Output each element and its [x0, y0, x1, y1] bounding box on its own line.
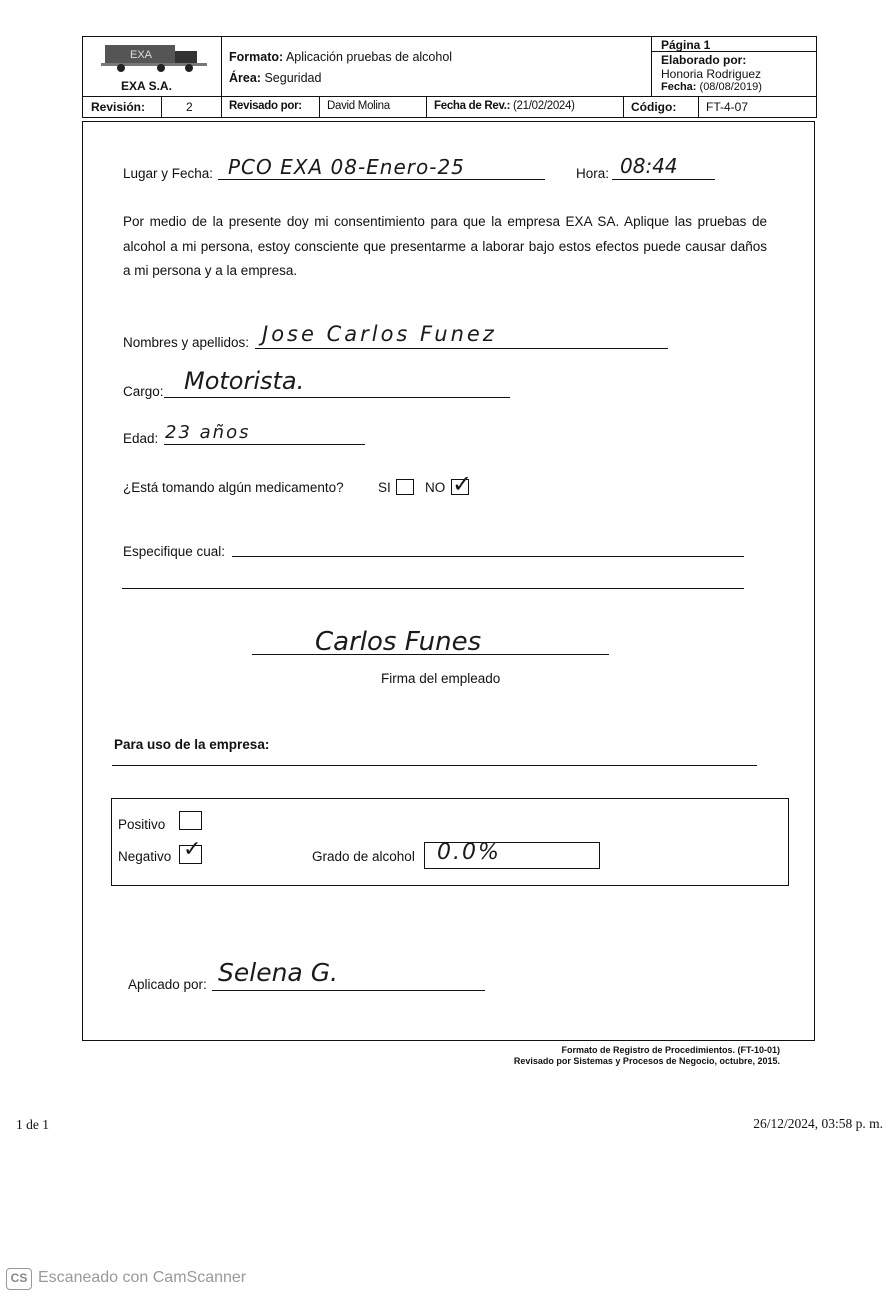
area-line	[229, 71, 321, 85]
page-number: Página 1	[661, 38, 711, 52]
especifique-underline-2[interactable]	[122, 588, 744, 589]
cargo-value[interactable]: Motorista.	[184, 367, 305, 395]
hora-underline	[612, 179, 715, 180]
fecha-label: Fecha:	[661, 81, 697, 93]
lugar-underline	[218, 179, 545, 180]
grado-value: 0.0%	[437, 840, 501, 865]
logo-text: EXA	[129, 49, 153, 61]
firma-label: Firma del empleado	[381, 671, 501, 686]
formato-line	[229, 50, 452, 64]
consent-text: Por medio de la presente doy mi consentimiento para que la empresa EXA SA. Aplique las pruebas de alcohol a mi persona, estoy consciente que presentarme a laborar bajo estos efectos puede causar daños a mi persona y a la empresa.	[123, 214, 767, 278]
no-label: NO	[425, 480, 446, 495]
cargo-label: Cargo:	[123, 384, 164, 399]
si-label: SI	[378, 480, 391, 495]
revision-value: 2	[186, 100, 193, 114]
cargo-underline	[164, 397, 510, 398]
aplicado-signature: Selena G.	[218, 958, 339, 987]
page-count: 1 de 1	[16, 1117, 49, 1132]
printed-date: 26/12/2024, 03:58 p. m.	[753, 1116, 883, 1131]
area-value: Seguridad	[264, 71, 322, 85]
elaborado-value: Honoria Rodriguez	[661, 67, 762, 81]
company-name: EXA S.A.	[121, 79, 172, 93]
lugar-value[interactable]: PCO EXA 08-Enero-25	[228, 155, 465, 179]
especifique-label: Especifique cual:	[123, 544, 226, 559]
hora-label: Hora:	[576, 166, 610, 181]
registro-line-1: Formato de Registro de Procedimientos. (FT-10-01)	[561, 1045, 780, 1055]
revisado-value: David Molina	[327, 100, 390, 112]
camscanner-logo-icon: CS	[6, 1268, 32, 1290]
negativo-label: Negativo	[118, 849, 172, 864]
nombres-value[interactable]: Jose Carlos Funez	[262, 322, 497, 346]
header-table	[82, 36, 817, 118]
codigo-label: Código:	[631, 100, 677, 114]
area-label: Área:	[229, 71, 261, 85]
positivo-label: Positivo	[118, 817, 166, 832]
medicamento-question: ¿Está tomando algún medicamento?	[123, 480, 344, 495]
fecha-line	[661, 81, 762, 93]
revision-label: Revisión:	[91, 100, 146, 114]
edad-underline	[164, 444, 365, 445]
nombres-label: Nombres y apellidos:	[123, 335, 250, 350]
fecha-rev-value: (21/02/2024)	[513, 100, 575, 112]
codigo-value: FT-4-07	[706, 100, 749, 114]
aplicado-underline	[212, 990, 485, 991]
si-checkbox[interactable]	[396, 479, 414, 495]
formato-value: Aplicación pruebas de alcohol	[285, 50, 453, 64]
edad-value[interactable]: 23 años	[165, 422, 251, 443]
fecha-rev-label: Fecha de Rev.:	[434, 100, 511, 112]
especifique-underline[interactable]	[232, 556, 744, 557]
registro-line-2: Revisado por Sistemas y Procesos de Negocio, octubre, 2015.	[513, 1056, 780, 1066]
no-check-mark: ✓	[452, 470, 473, 498]
camscanner-watermark: Escaneado con CamScanner	[38, 1269, 247, 1286]
signature-underline	[252, 654, 609, 655]
aplicado-label: Aplicado por:	[128, 977, 207, 992]
employee-signature: Carlos Funes	[315, 627, 482, 657]
grado-label: Grado de alcohol	[312, 849, 415, 864]
lugar-label: Lugar y Fecha:	[123, 166, 214, 181]
company-logo	[101, 43, 211, 73]
para-uso-label: Para uso de la empresa:	[114, 737, 270, 752]
formato-label: Formato:	[229, 50, 284, 64]
para-uso-underline	[112, 765, 757, 766]
edad-label: Edad:	[123, 431, 159, 446]
nombres-underline	[255, 348, 668, 349]
elaborado-label: Elaborado por:	[661, 53, 747, 67]
hora-value[interactable]: 08:44	[620, 154, 678, 178]
positivo-checkbox[interactable]	[179, 811, 202, 830]
fecha-value: (08/08/2019)	[699, 81, 762, 93]
revisado-label: Revisado por:	[229, 100, 302, 112]
fecha-rev-line	[434, 100, 575, 112]
registro-footer	[490, 1045, 780, 1067]
negativo-check-mark: ✓	[183, 837, 202, 862]
